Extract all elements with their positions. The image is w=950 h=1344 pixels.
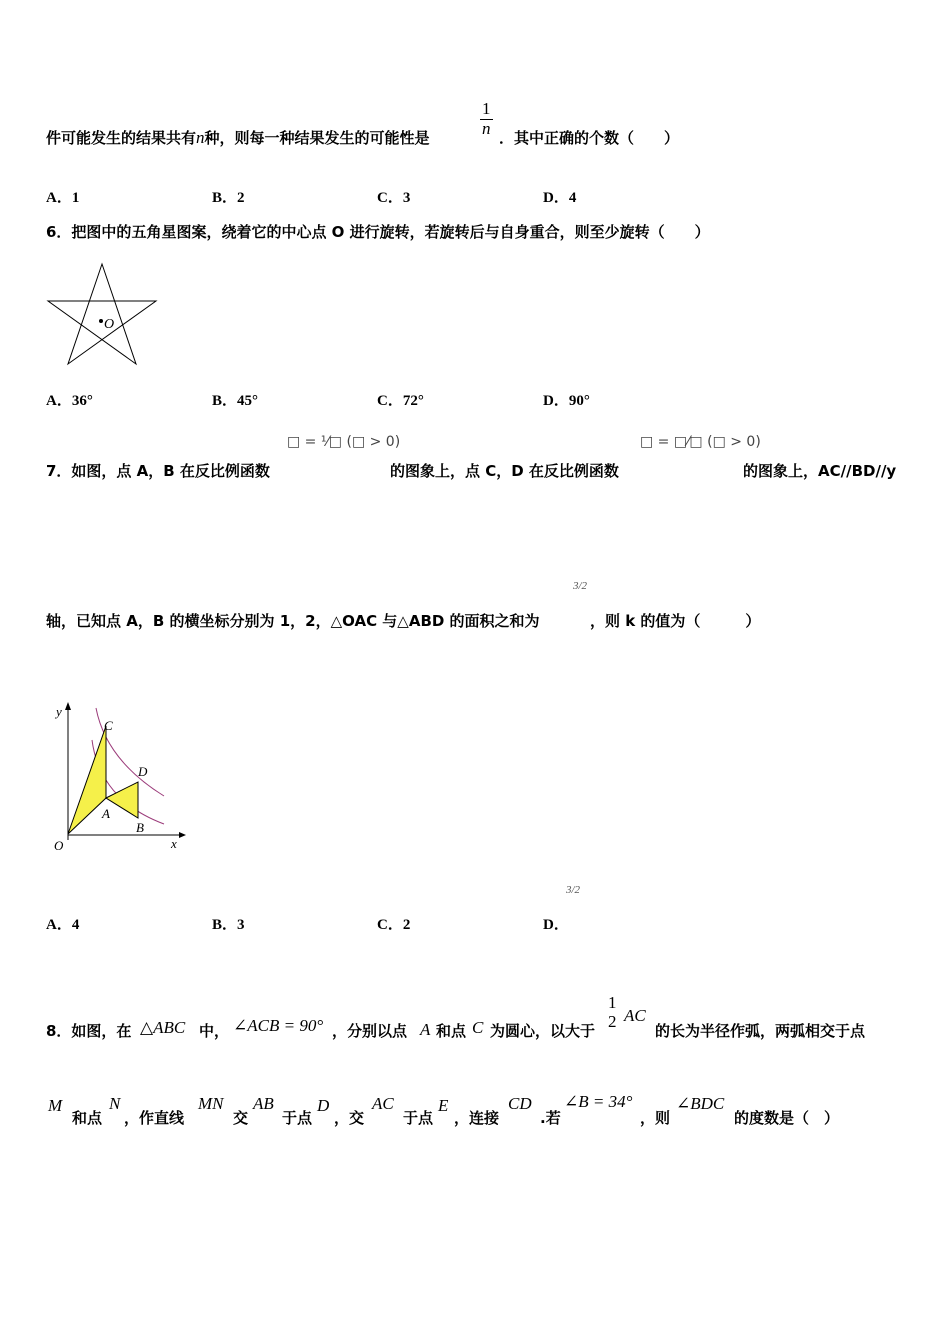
- star-outline: [48, 264, 156, 364]
- label-y: y: [56, 704, 62, 719]
- q8-r6: 于点: [403, 1109, 434, 1127]
- label-x: x: [171, 836, 177, 851]
- q7-option-d-fraction: 3/2: [566, 884, 581, 896]
- q8-half-den: 2: [608, 1011, 617, 1031]
- q5-line: [46, 127, 430, 148]
- q8-half-num: 1: [608, 993, 617, 1012]
- q8-r2: ，作直线: [124, 1109, 185, 1127]
- q8-point-e: E: [438, 1096, 449, 1115]
- q8-p6: 的长为半径作弧，两弧相交于点: [655, 1022, 866, 1040]
- q8-angle-bdc: ∠BDC: [676, 1094, 725, 1113]
- q8-p2: 中，: [199, 1022, 230, 1040]
- star-figure: [44, 261, 158, 369]
- label-d: D: [138, 764, 148, 779]
- q7-part1: 7．如图，点 A，B 在反比例函数: [46, 462, 270, 480]
- q8-angle-b: ∠B = 34°: [564, 1092, 633, 1111]
- q6-stem: 6．把图中的五角星图案，绕着它的中心点 O 进行旋转，若旋转后与自身重合，则至少旋转（ ）: [46, 223, 710, 241]
- q8-point-d: D: [317, 1096, 330, 1115]
- q7-part3: 的图象上，AC//BD//y: [743, 462, 897, 480]
- q8-point-c: C: [472, 1018, 484, 1037]
- q7-option-d: D．: [543, 917, 569, 933]
- q5-n: n: [196, 128, 205, 147]
- q7-graph-figure: [44, 700, 194, 860]
- q5-option-a: A．1: [46, 190, 80, 206]
- star-center-dot: [99, 319, 103, 323]
- q7-function-2: □ = □⁄□ (□ > 0): [640, 434, 761, 450]
- q8-triangle: △ABC: [140, 1018, 186, 1037]
- q8-r3: 交: [233, 1109, 249, 1127]
- q8-segment-ab: AB: [253, 1094, 274, 1113]
- q8-p5: 为圆心，以大于: [490, 1022, 596, 1040]
- q8-r9: ，则: [640, 1109, 671, 1127]
- q5-option-d: D．4: [543, 190, 577, 206]
- q7-option-c: C．2: [377, 917, 411, 933]
- q8-line-mn: MN: [198, 1094, 224, 1113]
- x-axis-arrow-icon: [179, 832, 186, 838]
- q5-frac-den: n: [482, 118, 491, 138]
- q8-ac: AC: [624, 1006, 646, 1025]
- q8-point-m: M: [48, 1096, 63, 1115]
- q8-r4: 于点: [282, 1109, 313, 1127]
- label-a: A: [102, 806, 110, 821]
- triangle-oac: [68, 726, 106, 834]
- q5-option-c: C．3: [377, 190, 411, 206]
- q8-angle-acb: ∠ACB = 90°: [233, 1016, 324, 1035]
- q7-part2: 的图象上，点 C，D 在反比例函数: [390, 462, 619, 480]
- q5-text-a: 件可能发生的结果共有: [46, 129, 197, 147]
- q8-point-n: N: [109, 1094, 121, 1113]
- q5-line-tail: ．其中正确的个数（ ）: [499, 129, 680, 147]
- q5-frac-num: 1: [482, 99, 491, 118]
- y-axis-arrow-icon: [65, 702, 71, 710]
- q5-text-b: 种，则每一种结果发生的可能性是: [204, 129, 430, 147]
- q6-option-c: C．72°: [377, 393, 424, 409]
- q8-p1: 8．如图，在: [46, 1022, 132, 1040]
- q7-function-1: □ = ¹⁄□ (□ > 0): [287, 434, 401, 450]
- q5-fraction: [480, 100, 493, 138]
- label-c: C: [104, 718, 113, 733]
- q8-point-a: A: [420, 1020, 431, 1039]
- q8-r1: 和点: [72, 1109, 103, 1127]
- q8-r10: 的度数是（ ）: [734, 1109, 840, 1127]
- q7-fraction-3-2: 3/2: [573, 580, 588, 592]
- q7-option-a: A．4: [46, 917, 80, 933]
- q6-option-b: B．45°: [212, 393, 259, 409]
- label-b: B: [136, 820, 144, 835]
- q8-p4: 和点: [436, 1022, 467, 1040]
- q8-segment-cd: CD: [508, 1094, 532, 1113]
- star-center-label: O: [104, 317, 115, 332]
- q5-option-b: B．2: [212, 190, 245, 206]
- label-o: O: [54, 838, 64, 853]
- q6-option-d: D．90°: [543, 393, 590, 409]
- q8-r7: ，连接: [454, 1109, 500, 1127]
- q8-r5: ，交: [334, 1109, 365, 1127]
- q7-option-b: B．3: [212, 917, 245, 933]
- q7-line2a: 轴，已知点 A，B 的横坐标分别为 1，2，△OAC 与△ABD 的面积之和为: [46, 612, 540, 630]
- q8-p3: ，分别以点: [332, 1022, 408, 1040]
- q6-option-a: A．36°: [46, 393, 93, 409]
- q8-half-fraction: [606, 994, 619, 1031]
- q8-r8: .若: [540, 1109, 561, 1127]
- q7-line2b: ，则 k 的值为（ ）: [590, 612, 761, 630]
- q8-segment-ac: AC: [372, 1094, 394, 1113]
